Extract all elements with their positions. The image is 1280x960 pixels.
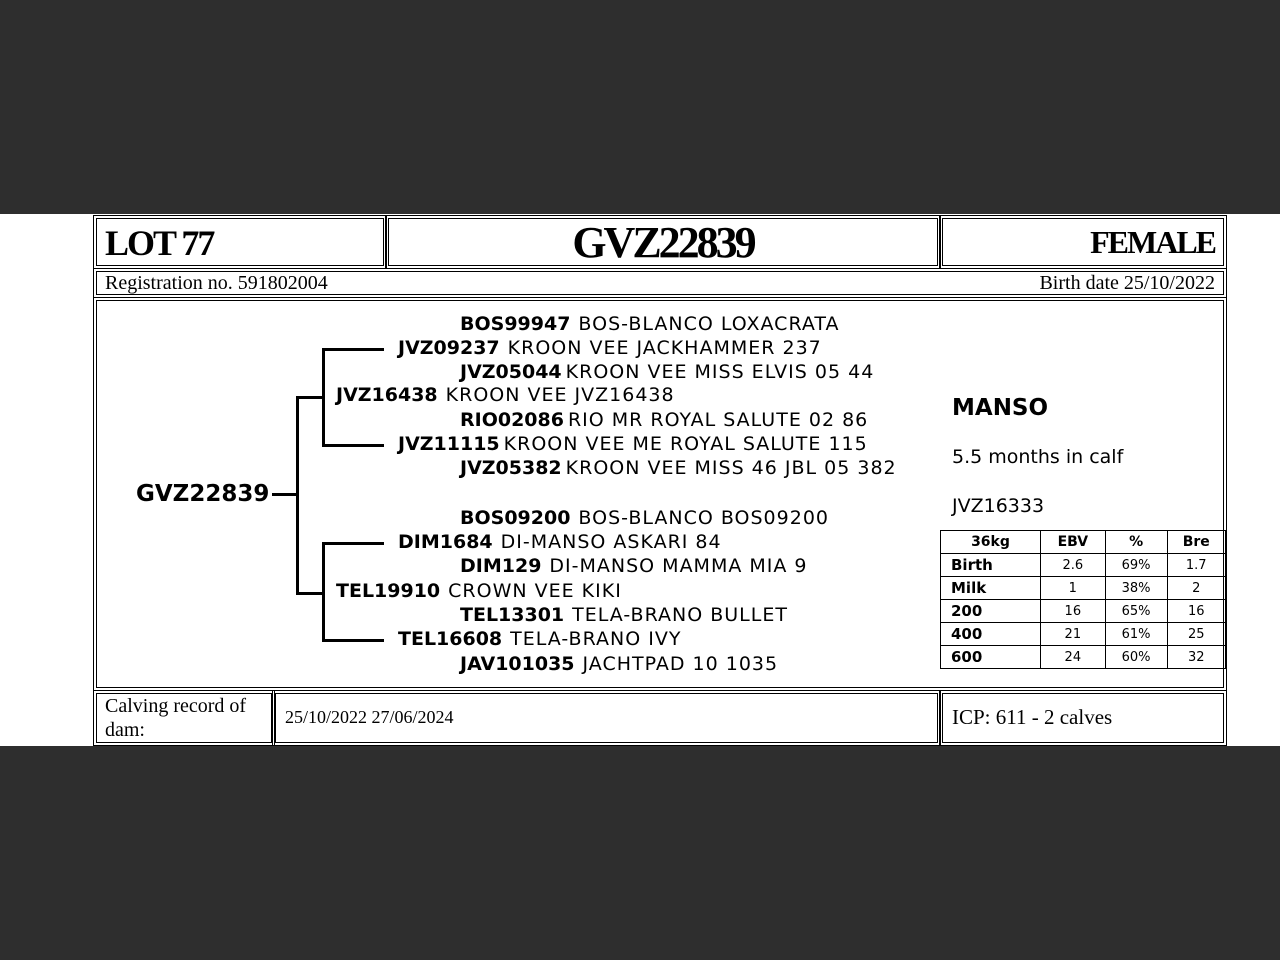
sex-cell [942,218,1224,266]
pedigree-subject: GVZ22839 [136,481,270,507]
table-row: 600 24 60% 32 [941,646,1226,669]
lot-cell [96,218,384,266]
ebv-header-pct: % [1105,531,1167,554]
table-row: Birth 2.6 69% 1.7 [941,554,1226,577]
animal-id: GVZ22839 [572,218,754,267]
ebv-header-bre: Bre [1167,531,1226,554]
table-row: 400 21 61% 25 [941,623,1226,646]
ebv-header-row [941,531,1226,554]
dam-grandparents-bracket [322,542,325,642]
registration-row [96,271,1224,295]
pedigree-dam: TEL19910 CROWN VEE KIKI [336,580,622,602]
breeder-name: MANSO [952,395,1049,421]
parents-bracket [296,396,299,594]
pedigree-dam-sire-dam: DIM129 DI-MANSO MAMMA MIA 9 [460,555,808,577]
pedigree-sire-sire-dam: JVZ05044 KROON VEE MISS ELVIS 05 44 [460,361,875,383]
pedigree-dam-dam: TEL16608 TELA-BRANO IVY [398,628,682,650]
pedigree-sire: JVZ16438 KROON VEE JVZ16438 [336,384,675,406]
icp-value: ICP: 611 - 2 calves [952,705,1113,729]
registration-number: Registration no. 591802004 [105,272,328,294]
service-sire: JVZ16333 [952,495,1045,517]
pedigree-dam-dam-sire: TEL13301 TELA-BRANO BULLET [460,604,788,626]
dam-connector [296,592,324,595]
ebv-table [940,530,1226,669]
pedigree-dam-sire-sire: BOS09200 BOS-BLANCO BOS09200 [460,507,830,529]
dam-sire-connector [322,542,384,545]
pedigree-sire-dam-dam: JVZ05382 KROON VEE MISS 46 JBL 05 382 [460,457,897,479]
subject-connector [272,493,298,496]
table-row: Milk 1 38% 2 [941,577,1226,600]
sire-dam-connector [322,444,384,447]
pedigree-dam-sire: DIM1684 DI-MANSO ASKARI 84 [398,531,722,553]
pregnancy-status: 5.5 months in calf [952,446,1124,468]
pedigree-sire-sire-sire: BOS99947 BOS-BLANCO LOXACRATA [460,313,840,335]
pedigree-sire-dam: JVZ11115 KROON VEE ME ROYAL SALUTE 115 [398,433,868,455]
calving-dates: 25/10/2022 27/06/2024 [285,707,454,727]
animal-id-cell [388,218,938,266]
sire-sire-connector [322,348,384,351]
ebv-header-ebv: EBV [1040,531,1105,554]
sire-connector [296,396,324,399]
pedigree-sire-sire: JVZ09237 KROON VEE JACKHAMMER 237 [398,337,822,359]
pedigree-sire-dam-sire: RIO02086 RIO MR ROYAL SALUTE 02 86 [460,409,869,431]
ebv-header-trait: 36kg [941,531,1041,554]
sex-label: FEMALE [1090,224,1215,260]
birth-date: Birth date 25/10/2022 [1039,272,1215,294]
calving-dates-cell [275,693,938,743]
icp-cell [942,693,1224,743]
lot-number: LOT 77 [105,223,214,263]
dam-dam-connector [322,639,384,642]
table-row: 200 16 65% 16 [941,600,1226,623]
sire-grandparents-bracket [322,348,325,446]
pedigree-dam-dam-dam: JAV101035 JACHTPAD 10 1035 [460,653,779,675]
calving-label-cell [96,693,272,743]
calving-label: Calving record of dam: [105,695,247,741]
